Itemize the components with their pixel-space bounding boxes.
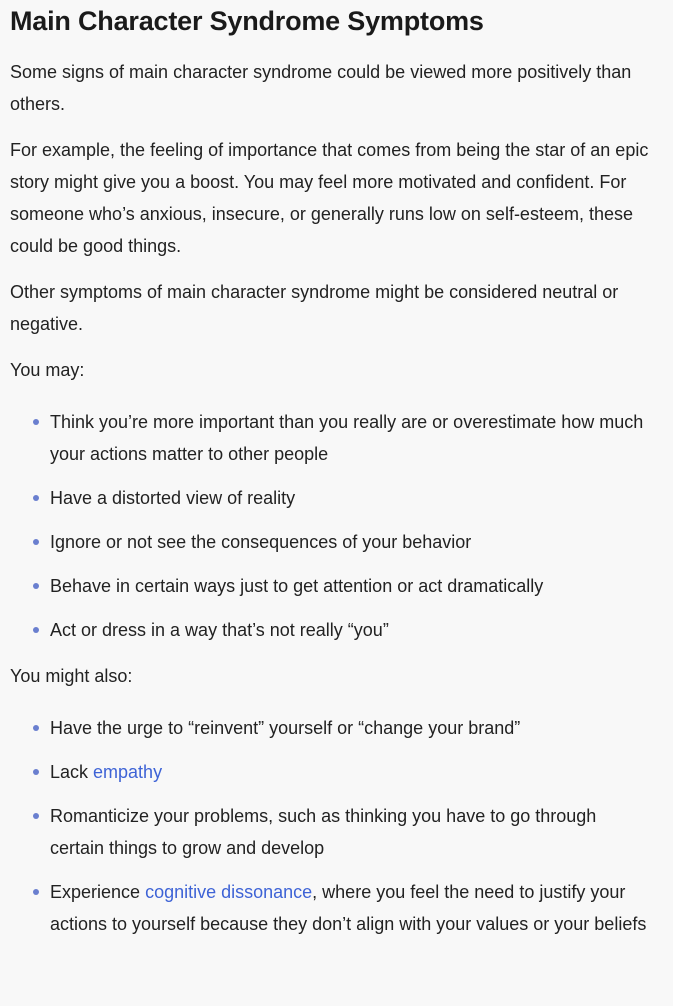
bullet-icon [33, 725, 39, 731]
list-intro-you-might-also: You might also: [10, 666, 133, 686]
empathy-link[interactable]: empathy [93, 762, 163, 782]
list-item-text: Think you’re more important than you really are or overestimate how much your actions matter to other people [50, 412, 644, 464]
list-item-text: Act or dress in a way that’s not really “you” [50, 620, 389, 640]
list-item-text: Lack [50, 762, 94, 782]
paragraph-positive-signs: Some signs of main character syndrome could be viewed more positively than others. [10, 62, 632, 114]
list-item [50, 800, 663, 864]
list-item [50, 482, 663, 514]
bullet-icon [33, 627, 39, 633]
list-item-text: Ignore or not see the consequences of your behavior [50, 532, 472, 552]
list-item-text: Have the urge to “reinvent” yourself or “change your brand” [50, 718, 521, 738]
list-item-text: Have a distorted view of reality [50, 488, 296, 508]
list-item [50, 406, 663, 470]
additional-symptoms-list [10, 712, 663, 940]
bullet-icon [33, 889, 39, 895]
list-item [50, 712, 663, 744]
bullet-icon [33, 495, 39, 501]
list-intro-you-may: You may: [10, 360, 85, 380]
paragraph-negative-symptoms: Other symptoms of main character syndrome might be considered neutral or negative. [10, 282, 619, 334]
list-item [50, 526, 663, 558]
list-item-text: Experience [50, 882, 146, 902]
list-item [50, 614, 663, 646]
bullet-icon [33, 539, 39, 545]
list-item-text: , where you feel the need to justify your actions to yourself because they don’t align with your values or your beliefs [50, 882, 647, 934]
list-item-text: Romanticize your problems, such as thinking you have to go through certain things to grow and develop [50, 806, 597, 858]
list-item [50, 570, 663, 602]
cognitive-dissonance-link[interactable]: cognitive dissonance [145, 882, 313, 902]
bullet-icon [33, 419, 39, 425]
bullet-icon [33, 813, 39, 819]
list-item-text: Behave in certain ways just to get attention or act dramatically [50, 576, 544, 596]
list-item [50, 756, 663, 788]
symptoms-list [10, 406, 663, 646]
bullet-icon [33, 583, 39, 589]
paragraph-example: For example, the feeling of importance that comes from being the star of an epic story might give you a boost. You may feel more motivated and confident. For someone who’s anxious, insecure, or generally runs low on self-esteem, these could be good things. [10, 140, 649, 256]
bullet-icon [33, 769, 39, 775]
section-heading: Main Character Syndrome Symptoms [10, 6, 484, 36]
list-item [50, 876, 663, 940]
